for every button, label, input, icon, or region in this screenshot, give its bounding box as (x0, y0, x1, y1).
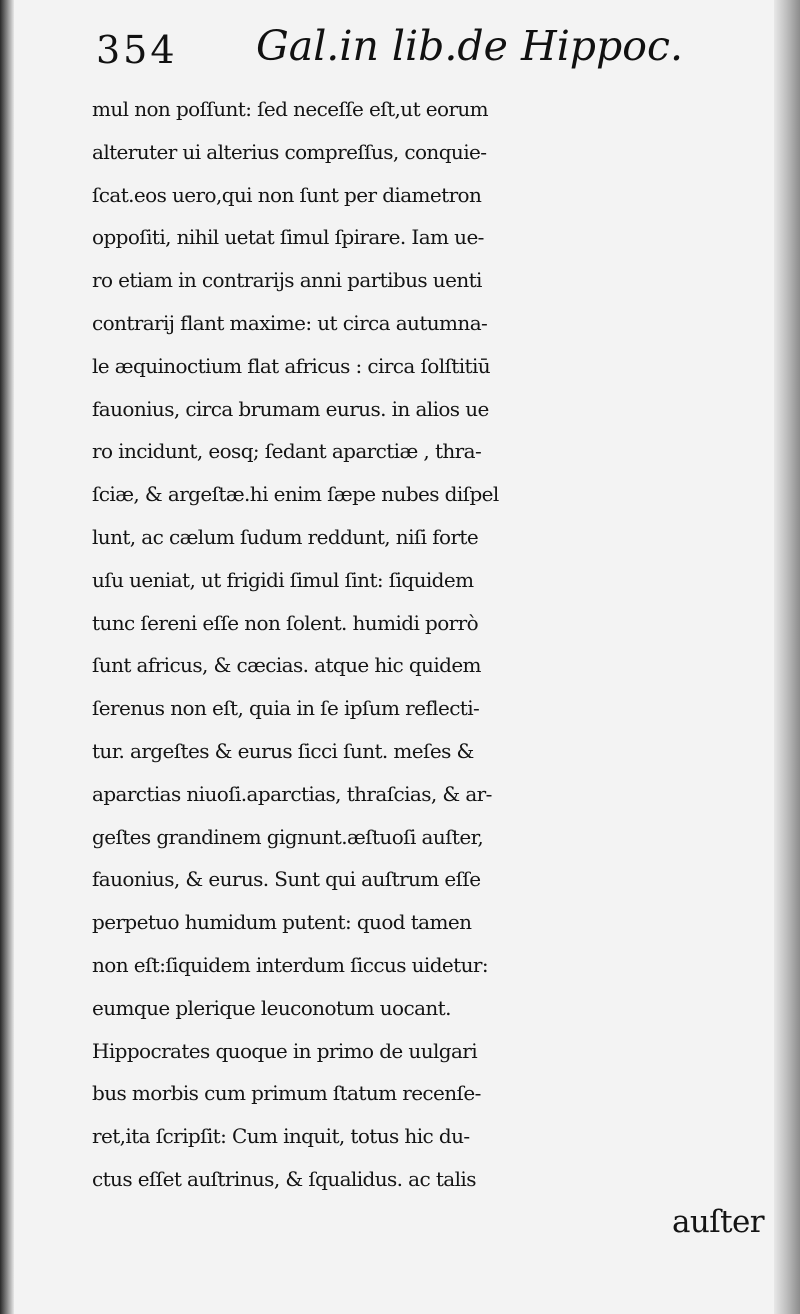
text-line: contrarij flant maxime: ut circa autumna- (92, 310, 488, 335)
text-line: ſerenus non eſt, quia in ſe ipſum reflecti- (92, 696, 480, 721)
text-line: le æquinoctium flat africus : circa ſolſtitiū (92, 353, 491, 378)
page-number: 354 (96, 28, 178, 72)
text-line: lunt, ac cælum ſudum reddunt, niſi forte (92, 524, 479, 549)
catchword: auſter (672, 1203, 764, 1240)
text-line: alteruter ui alterius compreſſus, conquie- (92, 139, 487, 164)
text-line: ſciæ, & argeſtæ.hi enim ſæpe nubes diſpel (92, 482, 499, 507)
text-line: tunc ſereni eſſe non ſolent. humidi porrò (92, 610, 479, 635)
page-edge (774, 0, 800, 1314)
text-line: bus morbis cum primum ſtatum recenſe- (92, 1081, 481, 1106)
text-line: uſu ueniat, ut frigidi ſimul ſint: ſiquidem (92, 567, 474, 592)
page-header (96, 22, 736, 82)
running-head: Gal.in lib.de Hippoc. (256, 22, 683, 70)
text-line: eumque plerique leuconotum uocant. (92, 995, 451, 1020)
binding-shadow (0, 0, 14, 1314)
text-line: ret,ita ſcripſit: Cum inquit, totus hic du- (92, 1124, 470, 1149)
text-line: fauonius, & eurus. Sunt qui auſtrum eſſe (92, 867, 481, 892)
body-text (92, 88, 772, 1244)
text-line: tur. argeſtes & eurus ſicci ſunt. meſes & (92, 738, 474, 763)
text-line: mul non poſſunt: ſed neceſſe eſt,ut eorum (92, 97, 489, 121)
text-line: non eſt:ſiquidem interdum ſiccus uidetur: (92, 952, 488, 977)
text-line: ro etiam in contrarijs anni partibus uenti (92, 268, 482, 293)
text-line: ſunt africus, & cæcias. atque hic quidem (92, 653, 481, 678)
text-line: aparctias niuoſi.aparctias, thraſcias, & ar- (92, 781, 492, 806)
text-line: oppoſiti, nihil uetat ſimul ſpirare. Iam ue- (92, 225, 484, 250)
text-line: perpetuo humidum putent: quod tamen (92, 910, 472, 935)
text-line: ſcat.eos uero,qui non ſunt per diametron (92, 182, 482, 207)
text-line: Hippocrates quoque in primo de uulgari (92, 1038, 478, 1063)
text-line: ro incidunt, eosq; ſedant aparctiæ , thra- (92, 439, 482, 464)
text-line: ctus eſſet auſtrinus, & ſqualidus. ac talis (92, 1166, 476, 1191)
text-line: fauonius, circa brumam eurus. in alios ue (92, 396, 489, 421)
text-line: geſtes grandinem gignunt.æſtuoſi auſter, (92, 824, 484, 849)
